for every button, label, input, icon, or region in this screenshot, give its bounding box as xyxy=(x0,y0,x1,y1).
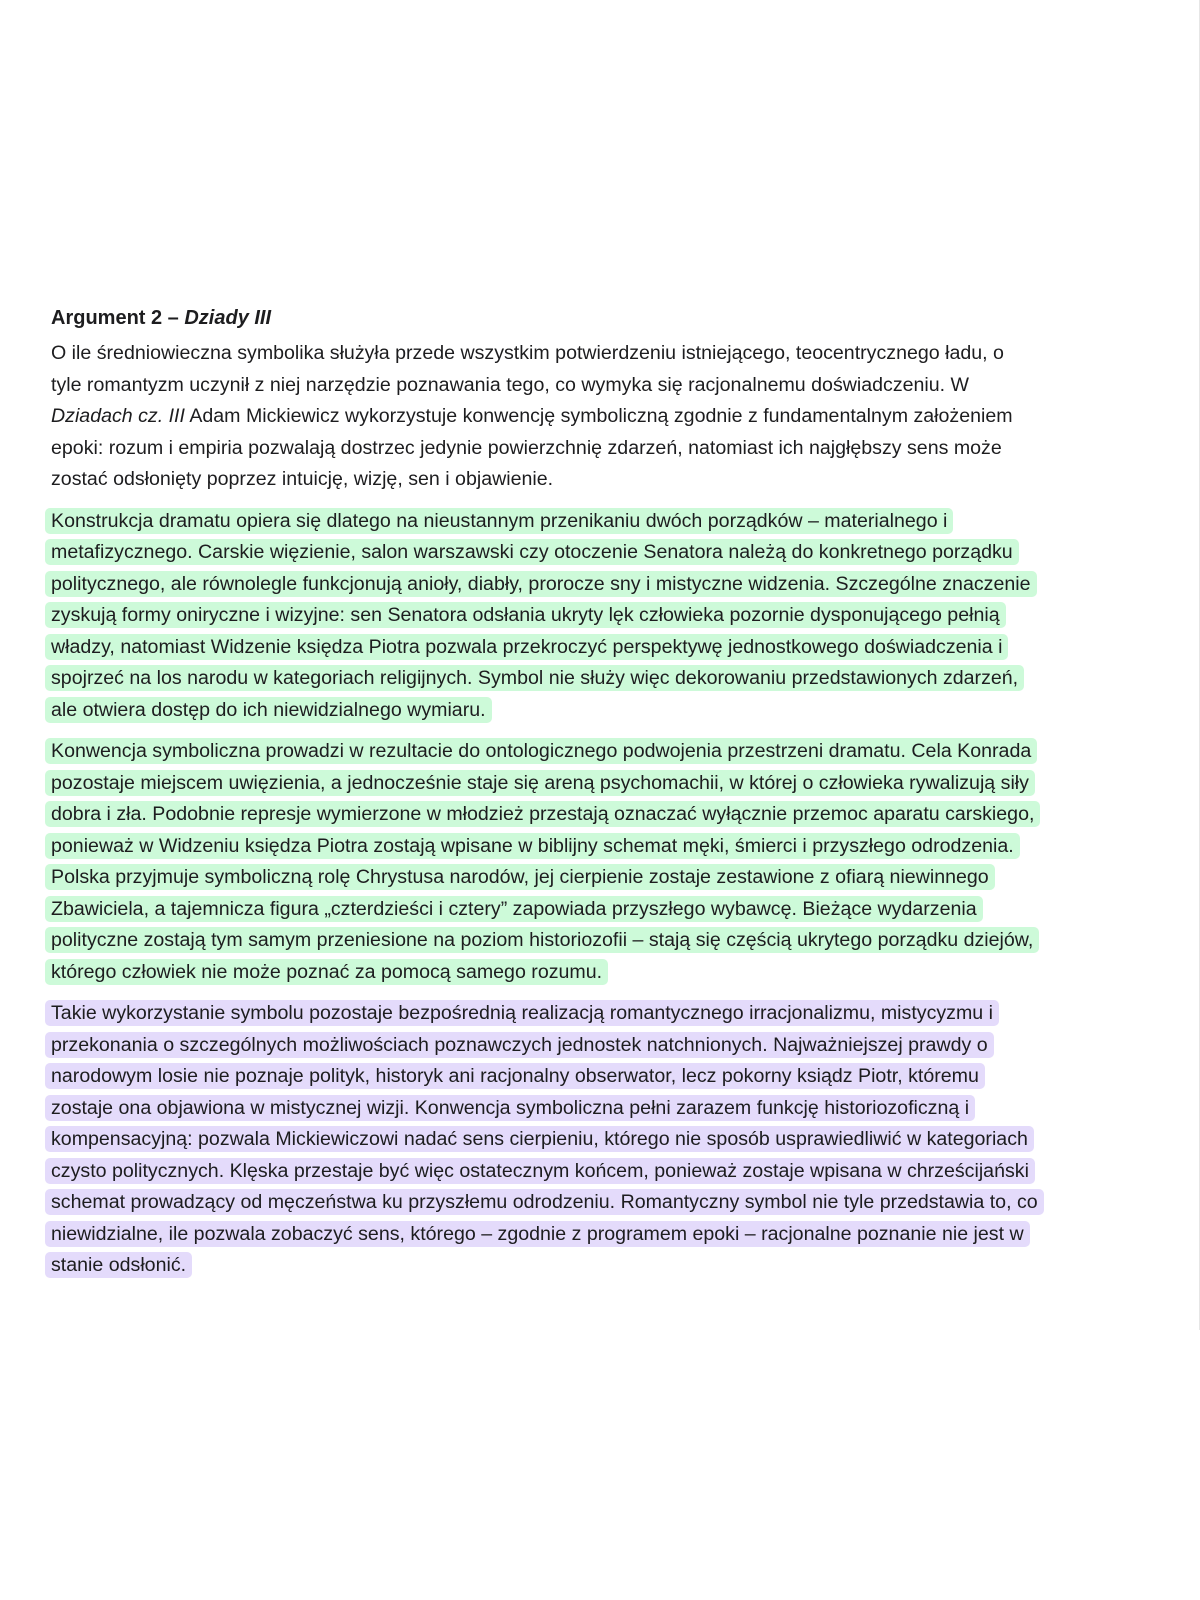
paragraph-4-highlighted-purple xyxy=(51,998,1151,1282)
text-run: tyle romantyzm uczynił z niej narzędzie poznawania tego, co wymyka się racjonalnemu doświadczeniu. W xyxy=(51,373,970,396)
text-run: przekonania o szczególnych możliwościach poznawczych jednostek natchnionych. Najważniejszej prawdy o xyxy=(51,1033,988,1056)
text-run: O ile średniowieczna symbolika służyła przede wszystkim potwierdzeniu istniejącego, teocentrycznego ładu, o xyxy=(51,342,1004,364)
paragraph-2-highlighted-green xyxy=(51,506,1151,727)
text-run: narodowym losie nie poznaje polityk, historyk ani racjonalny obserwator, lecz pokorny ksiądz Piotr, któremu xyxy=(51,1065,979,1087)
line-text xyxy=(45,1189,1044,1215)
text-run: stanie odsłonić. xyxy=(51,1254,187,1276)
paragraph-line xyxy=(51,736,1151,768)
line-text xyxy=(45,1126,1034,1152)
paragraph-line xyxy=(51,1156,1151,1188)
text-run: zostać odsłonięty poprzez intuicję, wizję, sen i objawienie. xyxy=(51,468,554,490)
text-run: Konstrukcja dramatu opiera się dlatego na nieustannym przenikaniu dwóch porządków – materialnego i xyxy=(51,509,948,532)
line-text xyxy=(51,437,1002,459)
italic-title: Dziadach cz. III xyxy=(51,405,185,427)
line-text xyxy=(45,770,1035,796)
paragraph-line xyxy=(51,1124,1151,1156)
text-run: ponieważ w Widzeniu księdza Piotra zostają wpisane w biblijny schemat męki, śmierci i przyszłego odrodzenia. xyxy=(51,834,1014,857)
line-text xyxy=(51,405,1013,427)
paragraph-line xyxy=(51,338,1151,370)
line-text xyxy=(45,927,1039,953)
line-text xyxy=(45,1000,999,1026)
text-run: Konwencja symboliczna prowadzi w rezultacie do ontologicznego podwojenia przestrzeni dramatu. Cela Konrada xyxy=(51,740,1032,762)
line-text xyxy=(51,468,553,490)
text-run: Takie wykorzystanie symbolu pozostaje bezpośrednią realizacją romantycznego irracjonalizmu, mistycyzmu i xyxy=(51,1002,993,1024)
section-heading xyxy=(51,300,1151,336)
document-body xyxy=(51,300,1151,1292)
line-text xyxy=(45,1032,994,1058)
line-text xyxy=(45,1252,192,1278)
text-run: politycznego, ale równolegle funkcjonują anioły, diabły, prorocze sny i mistyczne widzenia. Szczególne znaczenie xyxy=(51,572,1031,595)
paragraph-line xyxy=(51,632,1151,664)
text-run: Polska przyjmuje symboliczną rolę Chrystusa narodów, jej cierpienie zostaje zestawione z ofiarą niewinnego xyxy=(51,866,989,888)
heading-prefix: Argument 2 – xyxy=(51,307,185,329)
line-text xyxy=(45,1095,975,1121)
text-run: zostaje ona objawiona w mistycznej wizji. Konwencja symboliczna pełni zarazem funkcję historiozoficzną i xyxy=(51,1096,970,1119)
paragraph-line xyxy=(51,1187,1151,1219)
text-run: czysto politycznych. Klęska przestaje być więc ostatecznym końcem, ponieważ zostaje wpisana w chrześcijański xyxy=(51,1159,1029,1182)
line-text xyxy=(45,571,1037,597)
heading-title-italic: Dziady III xyxy=(184,307,272,329)
paragraph-line xyxy=(51,1061,1151,1093)
line-text xyxy=(45,602,1006,628)
paragraph-line xyxy=(51,1093,1151,1125)
line-text xyxy=(45,801,1040,827)
paragraph-line xyxy=(51,1250,1151,1282)
line-text xyxy=(51,374,969,396)
line-text xyxy=(45,738,1037,764)
text-run: metafizycznego. Carskie więzienie, salon warszawski czy otoczenie Senatora należą do konkretnego porządku xyxy=(51,541,1013,563)
paragraph-line xyxy=(51,799,1151,831)
text-run: ale otwiera dostęp do ich niewidzialnego wymiaru. xyxy=(51,698,486,721)
paragraph-3-highlighted-green xyxy=(51,736,1151,988)
text-run: kompensacyjną: pozwala Mickiewiczowi nadać sens cierpieniu, którego nie sposób usprawiedliwić w kategoriach xyxy=(51,1128,1028,1150)
text-run: Adam Mickiewicz wykorzystuje konwencję symboliczną zgodnie z fundamentalnym założeniem xyxy=(184,405,1013,427)
line-text xyxy=(45,1063,985,1089)
paragraph-line xyxy=(51,862,1151,894)
paragraph-line xyxy=(51,370,1151,402)
paragraph-line xyxy=(51,569,1151,601)
paragraph-line xyxy=(51,695,1151,727)
paragraph-line xyxy=(51,957,1151,989)
text-run: schemat prowadzący od męczeństwa ku przyszłemu odrodzeniu. Romantyczny symbol nie tyle przedstawia to, co xyxy=(51,1191,1038,1213)
paragraph-line xyxy=(51,894,1151,926)
paragraph-line xyxy=(51,537,1151,569)
paragraph-line xyxy=(51,433,1151,465)
paragraph-line xyxy=(51,998,1151,1030)
line-text xyxy=(51,342,1004,364)
paragraph-line xyxy=(51,663,1151,695)
text-run: władzy, natomiast Widzenie księdza Piotra pozwala przekroczyć perspektywę jednostkowego doświadczenia i xyxy=(51,635,1003,658)
text-run: niewidzialne, ile pozwala zobaczyć sens, którego – zgodnie z programem epoki – racjonalne poznanie nie jest w xyxy=(51,1222,1024,1245)
text-run: którego człowiek nie może poznać za pomocą samego rozumu. xyxy=(51,960,603,983)
text-run: dobra i zła. Podobnie represje wymierzone w młodzież przestają oznaczać wyłącznie przemoc aparatu carskiego, xyxy=(51,803,1035,825)
line-text xyxy=(45,508,953,534)
line-text xyxy=(45,634,1008,660)
line-text xyxy=(45,665,1024,691)
text-run: pozostaje miejscem uwięzienia, a jednocześnie staje się areną psychomachii, w której o człowieka rywalizują siły xyxy=(51,771,1029,794)
text-run: epoki: rozum i empiria pozwalają dostrzec jedynie powierzchnię zdarzeń, natomiast ich najgłębszy sens może xyxy=(51,436,1002,459)
line-text xyxy=(45,959,608,985)
paragraph-line xyxy=(51,925,1151,957)
paragraph-line xyxy=(51,768,1151,800)
paragraph-line xyxy=(51,506,1151,538)
paragraph-line xyxy=(51,464,1151,496)
paragraph-line xyxy=(51,1219,1151,1251)
paragraph-list xyxy=(51,338,1151,1282)
line-text xyxy=(45,1221,1030,1247)
line-text xyxy=(45,697,492,723)
paragraph-line xyxy=(51,600,1151,632)
text-run: zyskują formy oniryczne i wizyjne: sen Senatora odsłania ukryty lęk człowieka pozornie dysponującego pełnią xyxy=(51,604,1000,626)
line-text xyxy=(45,896,983,922)
paragraph-line xyxy=(51,1030,1151,1062)
line-text xyxy=(45,864,995,890)
line-text xyxy=(45,1158,1035,1184)
line-text xyxy=(45,833,1020,859)
line-text xyxy=(45,539,1019,565)
text-run: polityczne zostają tym samym przeniesione na poziom historiozofii – stają się częścią ukrytego porządku dziejów, xyxy=(51,929,1034,951)
text-run: Zbawiciela, a tajemnicza figura „czterdzieści i cztery” zapowiada przyszłego wybawcę. Bieżące wydarzenia xyxy=(51,897,977,920)
paragraph-1 xyxy=(51,338,1151,496)
text-run: spojrzeć na los narodu w kategoriach religijnych. Symbol nie służy więc dekorowaniu przedstawionych zdarzeń, xyxy=(51,667,1019,689)
paragraph-line xyxy=(51,831,1151,863)
paragraph-line xyxy=(51,401,1151,433)
